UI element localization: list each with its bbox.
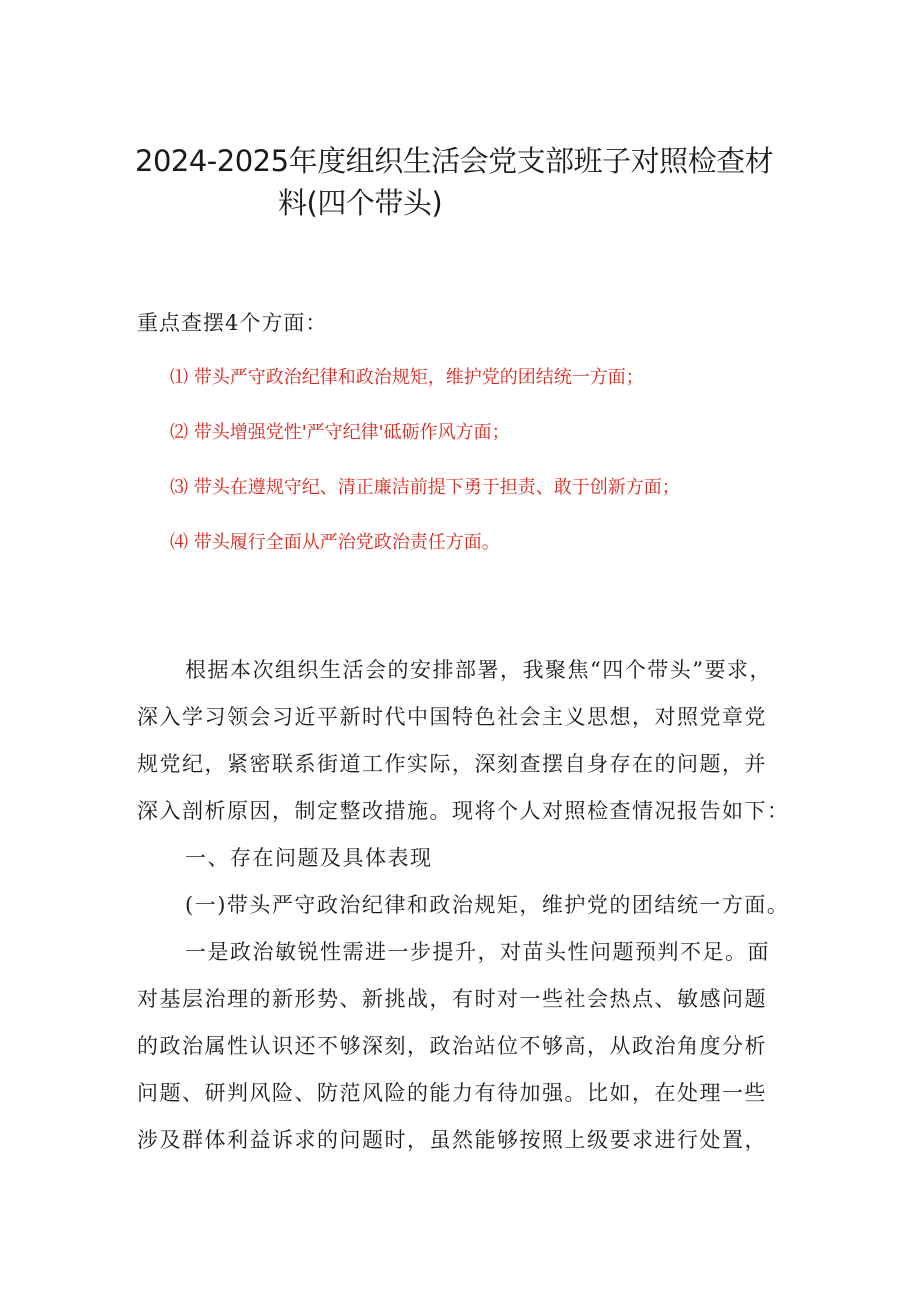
problem-line: 问题、研判风险、防范风险的能力有待加强。比如，在处理一些: [137, 1081, 767, 1105]
problem-line: 对基层治理的新形势、新挑战，有时对一些社会热点、敏感问题: [137, 987, 767, 1011]
document-body: [137, 647, 817, 1164]
problem-paragraph: [137, 929, 817, 1164]
document-title: [135, 140, 795, 224]
focus-item-4: ⑷ 带头履行全面从严治党政治责任方面。: [170, 532, 500, 553]
focus-item-2: ⑵ 带头增强党性'严守纪律'砥砺作风方面；: [170, 422, 510, 443]
intro-line: 深入学习领会习近平新时代中国特色社会主义思想，对照党章党: [137, 705, 767, 729]
section-heading: 一、存在问题及具体表现: [185, 846, 433, 870]
focus-item-1: ⑴ 带头严守政治纪律和政治规矩，维护党的团结统一方面；: [170, 367, 644, 388]
title-line-2: 料(四个带头): [278, 186, 443, 220]
intro-line: 规党纪，紧密联系街道工作实际，深刻查摆自身存在的问题，并: [137, 752, 767, 776]
focus-list: [170, 365, 680, 585]
aspects-intro: 重点查摆4个方面：: [137, 311, 328, 335]
problem-line: 涉及群体利益诉求的问题时，虽然能够按照上级要求进行处置，: [137, 1128, 767, 1152]
intro-line: 根据本次组织生活会的安排部署，我聚焦“四个带头”要求，: [185, 658, 772, 682]
problem-line: 一是政治敏锐性需进一步提升，对苗头性问题预判不足。面: [185, 940, 770, 964]
subsection-heading: (一)带头严守政治纪律和政治规矩，维护党的团结统一方面。: [185, 893, 790, 917]
focus-item-3: ⑶ 带头在遵规守纪、清正廉洁前提下勇于担责、敢于创新方面；: [170, 477, 680, 498]
title-line-1: 2024-2025年度组织生活会党支部班子对照检查材: [135, 144, 774, 178]
problem-line: 的政治属性认识还不够深刻，政治站位不够高，从政治角度分析: [137, 1034, 767, 1058]
intro-line: 深入剖析原因，制定整改措施。现将个人对照检查情况报告如下：: [137, 799, 790, 823]
intro-paragraph: [137, 647, 817, 835]
